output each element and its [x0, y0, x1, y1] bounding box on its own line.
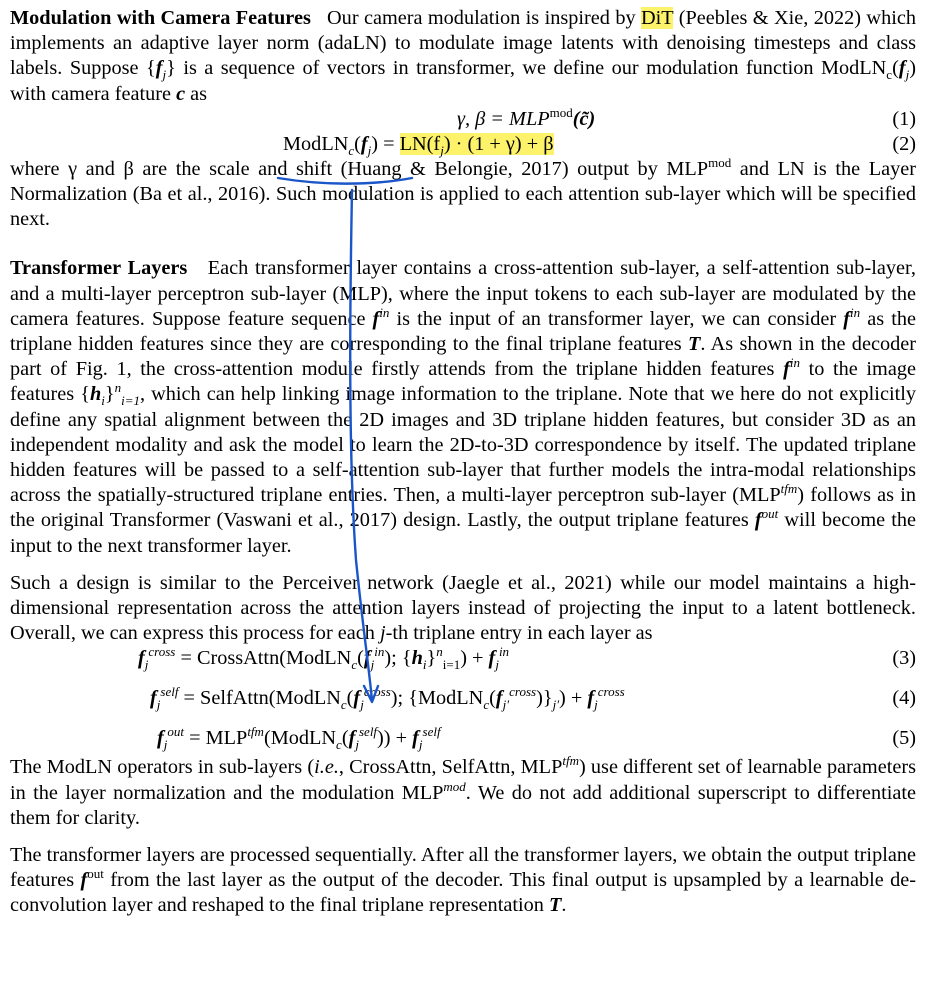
paragraph-modulation: Modulation with Camera Features Our camera modulation is inspired by DiT (Peebles & Xie, 2022) which implements an adaptive layer norm (adaLN) to modulate image latents with denoising timesteps and class labels. Suppose $\{f_j\}$ is a sequence of vectors in transformer, we define our modulation function $ModLN_c(f_j)$ with camera feature c as	[10, 7, 916, 105]
paragraph-transformer-layers: Transformer Layers Each transformer layer contains a cross-attention sub-layer, a self-attention sub-layer, and a multi-layer perceptron sub-layer (MLP), where the input tokens to each sub-layer are modulated by the camera features. Suppose feature sequence $f^{in}$ is the input of an transformer layer, we can consider $f^{in}$ as the triplane hidden features since they are corresponding to the final triplane features T. As shown in the decoder part of Fig. 1, the cross-attention module firstly attends from the triplane hidden features $f^{in}$ to the image features $\{h_i\}^n_{i=1}$, which can help linking image information to the triplane. Note that we here do not explicitly define any spatial alignment between the 2D images and 3D triplane hidden features, but consider 3D as an independent modality and ask the model to learn the 2D-to-3D correspondence by itself. The updated triplane hidden features will be passed to a self-attention sub-layer that further models the intra-modal relationships across the spatially-structured triplane entries. Then, a multi-layer perceptron sub-layer $(MLP^{tfm})$ follows as in the original Transformer (Vaswani et al., 2017) design. Lastly, the output triplane features $f^{out}$ will become the input to the next transformer layer.	[10, 257, 917, 557]
equation-number: (2)	[892, 132, 916, 155]
section-heading-transformer: Transformer Layers	[10, 257, 188, 280]
equation-number: (5)	[892, 727, 916, 750]
paragraph-modulation-cont: where γ and β are the scale and shift (Huang & Belongie, 2017) output by $MLP^{mod}$ and LN is the Layer Normalization (Ba et al., 2016). Such modulation is applied to each attention sub-layer which will be specified next.	[10, 155, 916, 231]
paper-page	[10, 6, 916, 919]
equation-2: $ModLN_c(f_j) = LN(f_j) \cdot (1 + \gamma) + \beta$ (2)	[283, 132, 916, 158]
equation-number: (1)	[892, 107, 916, 130]
paragraph-sequential: The transformer layers are processed sequentially. After all the transformer layers, we obtain the output triplane features $f^{out}$ from the last layer as the output of the decoder. This final output is upsampled by a learnable de-convolution layer and reshaped to the final triplane representation T.	[10, 844, 916, 917]
equation-3: $f_j^{cross}$ = $CrossAttn(ModLN_c(f_j^{in})$; $\{h_i\}^n_{i=1}) + f_j^{in}$ (3)	[138, 644, 916, 673]
equation-number: (4)	[892, 687, 916, 710]
paragraph-perceiver: Such a design is similar to the Perceiver network (Jaegle et al., 2021) while our model maintains a high-dimensional representation across the attention layers instead of projecting the input to a latent bottleneck. Overall, we can express this process for each j-th triplane entry in each layer as	[10, 571, 916, 645]
paragraph-modln-operators: The ModLN operators in sub-layers (i.e., CrossAttn, SelfAttn, $MLP^{tfm}$) use different set of learnable parameters in the layer normalization and the modulation $MLP^{mod}$. We do not add additional superscript to differentiate them for clarity.	[10, 753, 916, 829]
equation-1: γ, $\beta = MLP^{mod}(c̃)$ (1)	[457, 105, 916, 130]
highlight-equation-2: $LN(f_j) \cdot (1 + \gamma) + \beta$	[399, 132, 554, 158]
equation-4: $f_j^{self}$ = $SelfAttn(ModLN_c(f_j^{cross})$; $\{ModLN_c(f_{j'}^{cross})\}_{j'}) + f_j^{cross}$ (4)	[150, 684, 916, 713]
highlight-dit: DiT	[641, 7, 674, 29]
equation-number: (3)	[892, 647, 916, 670]
equation-5: $f_j^{out}$ = $MLP^{tfm}(ModLN_c(f_j^{self})) + f_j^{self}$ (5)	[157, 724, 916, 753]
section-heading-modulation: Modulation with Camera Features	[10, 7, 311, 29]
